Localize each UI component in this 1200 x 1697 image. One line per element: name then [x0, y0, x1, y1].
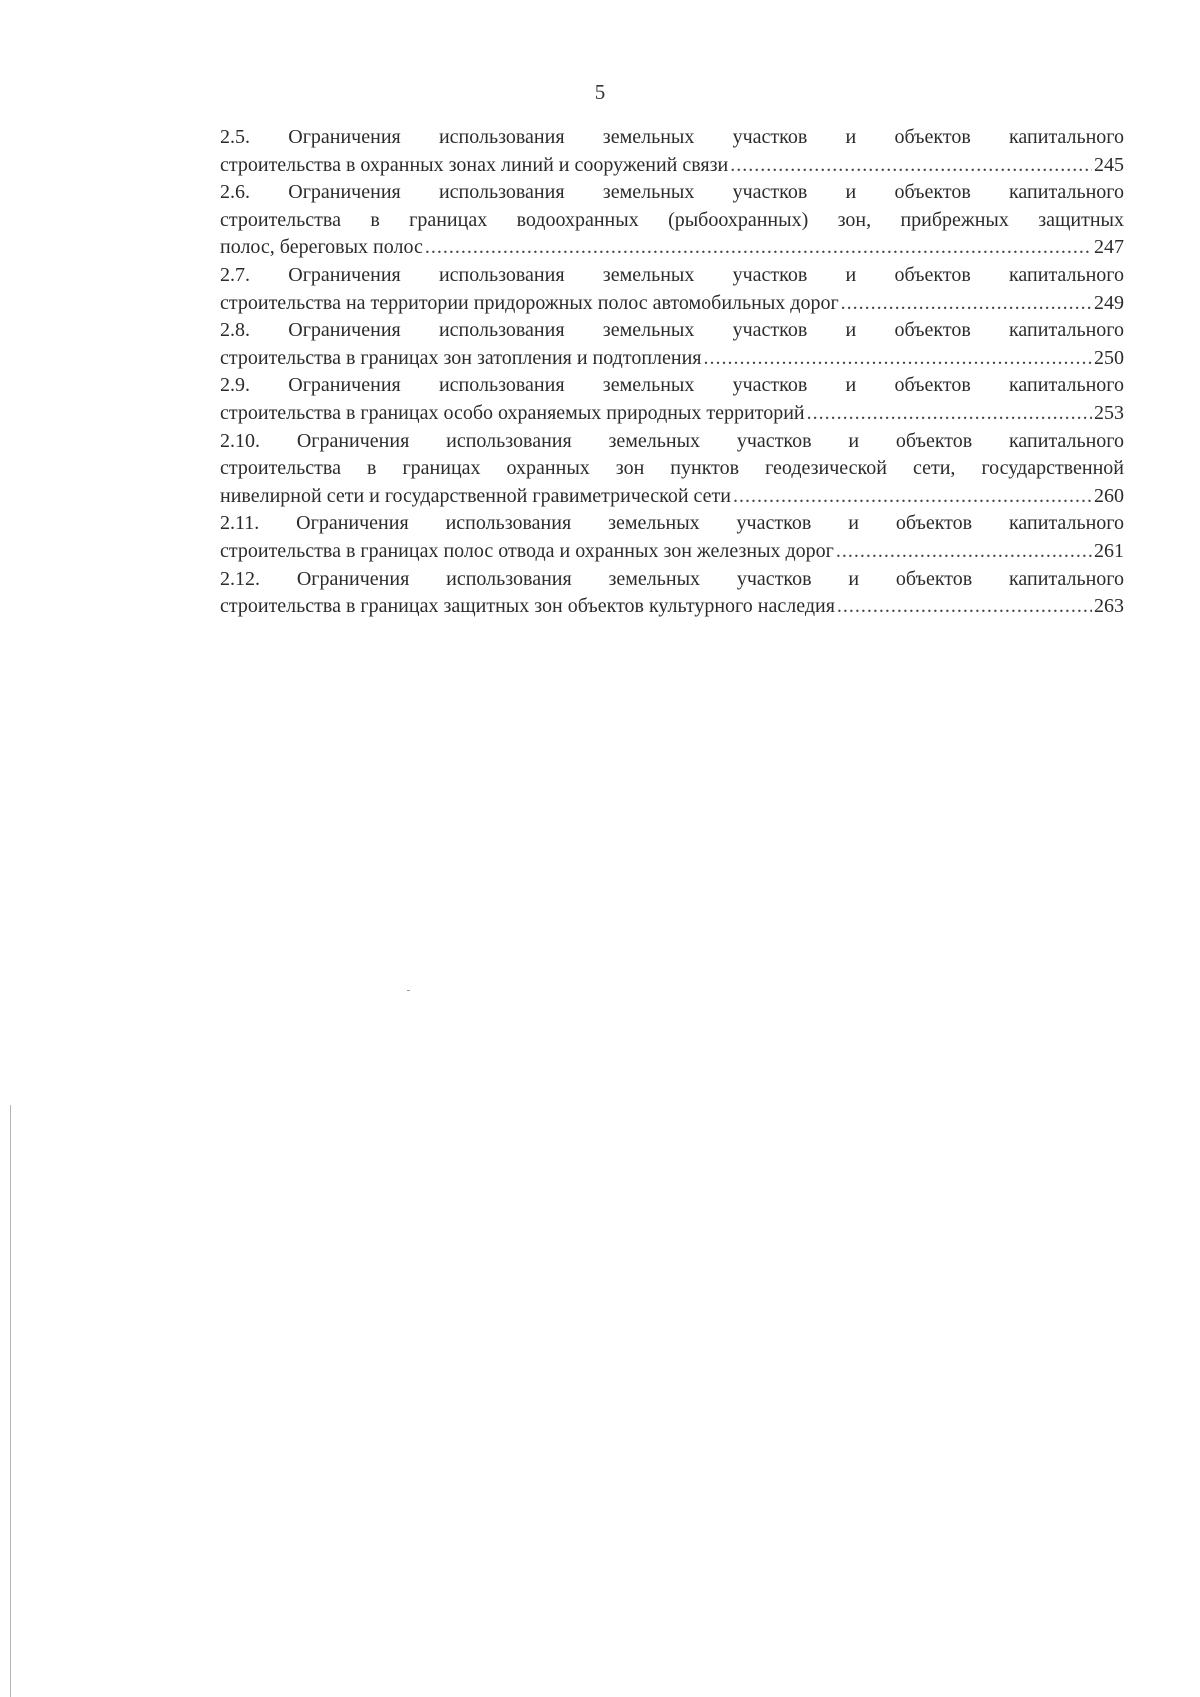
toc-entry-2-5[interactable]: [220, 124, 1124, 179]
dot-leader: [837, 593, 1092, 621]
toc-entry-text-line: 2.12. Ограничения использования земельных участков и объектов капитального: [220, 567, 1124, 590]
toc-entry-last-line: [220, 593, 1124, 621]
toc-entry-2-9[interactable]: [220, 372, 1124, 427]
toc-page-ref: 249: [1094, 291, 1124, 314]
toc-entry-text-line: строительства в границах водоохранных (рыбоохранных) зон, прибрежных защитных: [220, 208, 1124, 231]
toc-page-ref: 247: [1094, 236, 1124, 259]
toc-entry-last-line: [220, 290, 1124, 318]
table-of-contents: [220, 124, 1124, 621]
dot-leader: [733, 483, 1092, 511]
toc-entry-text-line: 2.5. Ограничения использования земельных участков и объектов капитального: [220, 126, 1124, 148]
toc-entry-2-11[interactable]: [220, 510, 1124, 565]
scan-speck: [407, 990, 410, 991]
toc-entry-2-10[interactable]: [220, 428, 1124, 511]
toc-page-ref: 263: [1094, 595, 1124, 618]
dot-leader: [425, 234, 1092, 262]
toc-entry-last-line: [220, 234, 1124, 262]
toc-entry-last-line: [220, 483, 1124, 511]
dot-leader: [841, 290, 1092, 318]
toc-entry-2-8[interactable]: [220, 317, 1124, 372]
toc-entry-text-end: полос, береговых полос: [220, 236, 423, 259]
toc-page-ref: 253: [1094, 401, 1124, 424]
toc-page-ref: 250: [1094, 346, 1124, 369]
toc-page-ref: 260: [1094, 484, 1124, 507]
toc-entry-text-line: 2.7. Ограничения использования земельных участков и объектов капитального: [220, 263, 1124, 286]
toc-entry-text-line: 2.6. Ограничения использования земельных участков и объектов капитального: [220, 181, 1124, 204]
toc-entry-2-7[interactable]: [220, 262, 1124, 317]
dot-leader: [807, 400, 1092, 428]
toc-entry-last-line: [220, 152, 1124, 180]
toc-entry-text-end: строительства в границах полос отвода и охранных зон железных дорог: [220, 539, 834, 562]
page-number: 5: [594, 80, 606, 104]
toc-entry-text-end: нивелирной сети и государственной гравиметрической сети: [220, 484, 731, 507]
toc-entry-text-line: строительства в границах охранных зон пунктов геодезической сети, государственной: [220, 457, 1124, 480]
toc-entry-text-end: строительства на территории придорожных полос автомобильных дорог: [220, 291, 839, 314]
dot-leader: [704, 345, 1092, 373]
toc-entry-last-line: [220, 400, 1124, 428]
toc-entry-2-12[interactable]: [220, 566, 1124, 621]
toc-entry-text-end: строительства в границах защитных зон объектов культурного наследия: [220, 595, 835, 618]
toc-entry-text-end: строительства в границах особо охраняемых природных территорий: [220, 401, 805, 424]
toc-entry-last-line: [220, 538, 1124, 566]
scan-margin-line: [10, 1105, 11, 1697]
toc-page-ref: 261: [1094, 539, 1124, 562]
toc-page-ref: 245: [1094, 153, 1124, 176]
dot-leader: [730, 152, 1092, 180]
toc-entry-text-end: строительства в границах зон затопления и подтопления: [220, 346, 702, 369]
dot-leader: [836, 538, 1092, 566]
toc-entry-text-line: 2.8. Ограничения использования земельных участков и объектов капитального: [220, 319, 1124, 342]
toc-entry-last-line: [220, 345, 1124, 373]
toc-entry-2-6[interactable]: [220, 179, 1124, 262]
toc-entry-text-line: 2.9. Ограничения использования земельных участков и объектов капитального: [220, 374, 1124, 397]
toc-entry-text-line: 2.11. Ограничения использования земельных участков и объектов капитального: [220, 512, 1124, 535]
toc-entry-text-line: 2.10. Ограничения использования земельных участков и объектов капитального: [220, 429, 1124, 452]
toc-entry-text-end: строительства в охранных зонах линий и сооружений связи: [220, 153, 729, 176]
